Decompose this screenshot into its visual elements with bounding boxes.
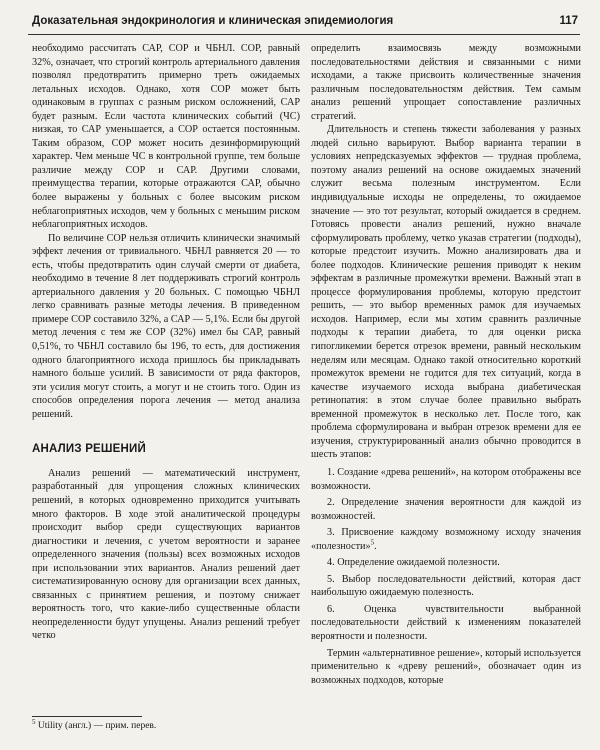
paragraph: необходимо рассчитать САР, СОР и ЧБНЛ. СОР, равный 32%, означает, что строгий контроль артериального давления позволял предотвратить примерно треть ожидаемых летальных исходов. Однако, хотя СОР может быть одинаковым в группах с разным риском осложнений, САР будет разным. Если частота клинических событий (ЧС) низкая, то САР уменьшается, а СОР остается постоянным. Таким образом, СОР может носить дезинформирующий характер. Чем меньше ЧС в контрольной группе, тем больше различие между СОР и САР. Другими словами, преимущества терапии, которые отражаются САР, обычно более выражены у больных с более высоким риском неблагоприятных исходов, чем у больных с меньшим риском неблагоприятных исходов. [32,43,300,231]
left-column [32,42,300,643]
list-item-end: . [374,540,377,552]
paragraph: Длительность и степень тяжести заболевания у разных людей сильно варьируют. Выбор варианта терапии в условиях непредсказуемых эффектов — трудная проблема, поэтому анализ решений на основе ожидаемых значений служит весьма полезным инструментом. Если индивидуальные исходы не определены, то ожидаемое значение — это тот результат, который ожидается в среднем. Готовясь провести анализ решений, нужно вначале сформулировать проблему, четко указав стратегии (подходы), которые предстоит изучить. Можно анализировать два и более подходов. Клинические решения приводят к неким эффектам в различные промежутки времени. Важный этап в процессе формулирования проблемы, которую предстоит решить, — это выбор временных рамок для изучаемых исходов. Например, если мы хотим сравнить различные подходы к терапии диабета, то для оценки риска гипогликемии берется отрезок времени, равный нескольким неделям или месяцам. Однако такой относительно короткий промежуток времени не годится для тех ситуаций, когда в качестве изучаемого исхода выбрана диабетическая ретинопатия: в этом случае более правильно выбрать временной промежуток в несколько лет. После того, как проблема сформулирована и выбран отрезок времени для ее изучения, структурированный анализ обычно проводится в шесть этапов: [311,124,581,461]
paragraph: определить взаимосвязь между возможными последовательностями действия и связанными с ними исходами, а также присвоить количественные значения различным последовательностям действия. Тем самым анализ решений упрощает сопоставление различных стратегий. [311,43,581,122]
running-header-title: Доказательная эндокринология и клиническая эпидемиология [32,15,394,27]
list-item: 2. Определение значения вероятности для каждой из возможностей. [311,497,581,522]
list-item: 4. Определение ожидаемой полезности. [327,557,500,569]
footnote-text: Utility (англ.) — прим. перев. [35,721,157,731]
list-item-text: 3. Присвоение каждому возможному исходу значения «полезности» [311,527,581,552]
right-column [311,42,581,687]
list-item [311,526,581,553]
paragraph: Термин «альтернативное решение», который используется применительно к «древу решений», обозначает один из возможных подходов, которые [311,647,581,686]
list-item: 6. Оценка чувствительности выбранной последовательности действий к изменениям показателей вероятности и полезности. [311,603,581,642]
footnote-mark: 5 [32,717,36,726]
list-item: 5. Выбор последовательности действий, которая даст наибольшую ожидаемую полезность. [311,573,581,599]
footnote-mark: 5 [370,538,375,547]
footnote-rule [32,716,142,717]
page-number: 117 [559,15,578,27]
section-heading: АНАЛИЗ РЕШЕНИЙ [32,443,146,456]
paragraph: По величине СОР нельзя отличить клинически значимый эффект лечения от тривиального. ЧБНЛ равняется 20 — то есть, чтобы предотвратить один случай смерти от диабета, необходимо в течение 8 лет поддерживать строгий контроль артериального давления у 20 больных. С помощью ЧБНЛ легко сравнивать разные методы лечения. В приведенном примере СОР составило 32%, а САР — 5,1%. Если бы другой метод лечения с тем же СОР (32%) имел бы САР, равный 0,51%, то ЧБНЛ составило бы 196, то есть, для достижения одного благоприятного исхода пришлось бы прикладывать намного больше усилий. В зависимости от ряда факторов, эти усилия могут стоить, а могут и не стоить того. Один из способов определения порога лечения — метод анализа решений. [32,232,300,420]
footnote [32,716,300,731]
list-item: 1. Создание «древа решений», на котором отображены все возможности. [311,466,581,492]
running-header [28,10,580,35]
paragraph: Анализ решений — математический инструмент, разработанный для упрощения сложных клинических решений, в которых одновременно приходится учитывать много факторов. В ходе этой аналитической процедуры происходит выбор среди существующих вариантов диагностики и лечения, с учетом вероятности и заранее определенного значения (пользы) всех возможных исходов при использовании этих вариантов. Анализ решений дает систематизированную основу для организации всех данных, связанных с принятием решения, и поэтому снижает вероятность того, что какие-либо существенные области неопределенности будут упущены. Анализ решений требует четко [32,467,300,642]
